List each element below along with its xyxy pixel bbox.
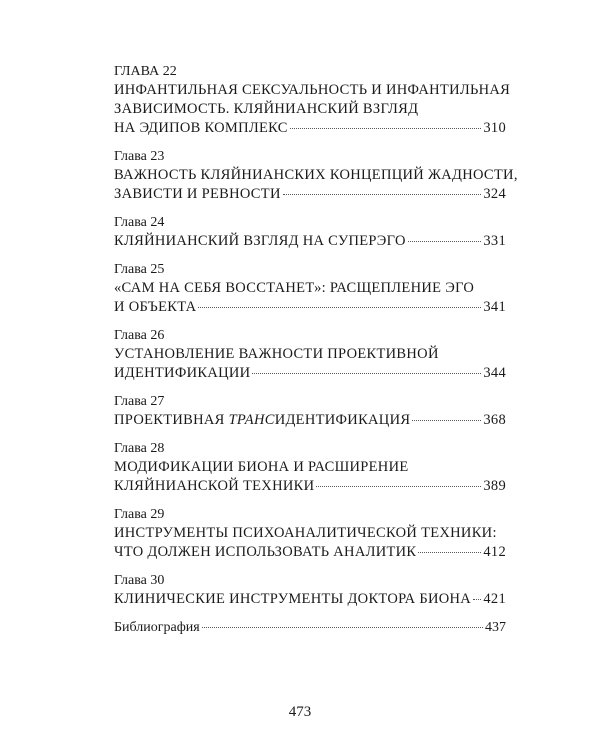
dot-leader [418, 552, 481, 553]
toc-page-number: 310 [483, 120, 506, 136]
toc-title-part: ПРОЕКТИВНАЯ [114, 412, 229, 428]
toc-entry-28 [114, 439, 506, 496]
toc-title-line [114, 232, 506, 251]
toc-page-number: 421 [483, 591, 506, 607]
toc-entry-29 [114, 505, 506, 562]
toc-title-text: ИНФАНТИЛЬНАЯ СЕКСУАЛЬНОСТЬ И ИНФАНТИЛЬНАЯ [114, 82, 511, 98]
dot-leader [252, 373, 481, 374]
dot-leader [290, 128, 482, 129]
toc-title-text: ИДЕНТИФИКАЦИИ [114, 365, 251, 381]
toc-title-italic-part: ТРАНС [228, 412, 275, 428]
toc-entry-26 [114, 326, 506, 383]
chapter-label: Глава 25 [114, 262, 165, 277]
toc-title-line [114, 279, 506, 298]
toc-page-number: 437 [485, 620, 506, 635]
chapter-label: Глава 28 [114, 441, 165, 456]
toc-page-number: 368 [483, 412, 506, 428]
toc-title-line [114, 166, 518, 185]
toc-title-line [114, 185, 506, 204]
toc-title-text: КЛЯЙНИАНСКОЙ ТЕХНИКИ [114, 478, 315, 494]
toc-title-line [114, 345, 506, 364]
toc-entry-30 [114, 571, 506, 609]
toc-page-number: 389 [483, 478, 506, 494]
toc-title-part: ИДЕНТИФИКАЦИЯ [274, 412, 411, 428]
chapter-label: Глава 30 [114, 573, 165, 588]
dot-leader [316, 486, 481, 487]
toc-title-text: И ОБЪЕКТА [114, 299, 197, 315]
table-of-contents [114, 62, 518, 646]
chapter-label: Глава 24 [114, 215, 165, 230]
toc-entry-25 [114, 260, 506, 317]
toc-page-number: 344 [483, 365, 506, 381]
toc-title-text: УСТАНОВЛЕНИЕ ВАЖНОСТИ ПРОЕКТИВНОЙ [114, 346, 439, 362]
toc-title-line [114, 81, 511, 100]
chapter-label: Глава 27 [114, 394, 165, 409]
page-number: 473 [288, 704, 312, 720]
dot-leader [202, 627, 483, 628]
toc-entry-bibliography [114, 618, 506, 637]
toc-title-text: МОДИФИКАЦИИ БИОНА И РАСШИРЕНИЕ [114, 459, 409, 475]
toc-title-line [114, 364, 506, 383]
toc-title-text [114, 411, 410, 430]
toc-title-text: «САМ НА СЕБЯ ВОССТАНЕТ»: РАСЩЕПЛЕНИЕ ЭГО [114, 280, 475, 296]
toc-title-line [114, 458, 506, 477]
toc-title-text: КЛЯЙНИАНСКИЙ ВЗГЛЯД НА СУПЕРЭГО [114, 233, 406, 249]
chapter-label: Глава 26 [114, 328, 165, 343]
toc-title-text: ЧТО ДОЛЖЕН ИСПОЛЬЗОВАТЬ АНАЛИТИК [114, 544, 417, 560]
dot-leader [408, 241, 482, 242]
toc-entry-24 [114, 213, 506, 251]
toc-title-text: НА ЭДИПОВ КОМПЛЕКС [114, 120, 288, 136]
toc-title-line [114, 543, 506, 562]
toc-title-text: ЗАВИСТИ И РЕВНОСТИ [114, 186, 281, 202]
toc-title-line [114, 618, 506, 637]
toc-page-number: 324 [483, 186, 506, 202]
toc-title-line [114, 411, 506, 430]
toc-title-line [114, 100, 506, 119]
toc-title-line [114, 477, 506, 496]
toc-entry-27 [114, 392, 506, 430]
toc-title-line [114, 590, 506, 609]
chapter-label: Глава 29 [114, 507, 165, 522]
toc-entry-22 [114, 62, 511, 138]
toc-entry-23 [114, 147, 518, 204]
chapter-label: ГЛАВА 22 [114, 64, 177, 79]
toc-title-line [114, 524, 506, 543]
dot-leader [412, 420, 481, 421]
toc-title-line [114, 298, 506, 317]
dot-leader [198, 307, 481, 308]
toc-page-number: 331 [483, 233, 506, 249]
chapter-label: Глава 23 [114, 149, 165, 164]
toc-title-text: ЗАВИСИМОСТЬ. КЛЯЙНИАНСКИЙ ВЗГЛЯД [114, 101, 419, 117]
toc-title-text: Библиография [114, 620, 200, 635]
toc-page-number: 412 [483, 544, 506, 560]
toc-title-text: ВАЖНОСТЬ КЛЯЙНИАНСКИХ КОНЦЕПЦИЙ ЖАДНОСТИ, [114, 167, 518, 183]
dot-leader [473, 599, 481, 600]
toc-title-line [114, 119, 506, 138]
toc-page-number: 341 [483, 299, 506, 315]
toc-title-text: ИНСТРУМЕНТЫ ПСИХОАНАЛИТИЧЕСКОЙ ТЕХНИКИ: [114, 525, 497, 541]
dot-leader [283, 194, 482, 195]
toc-title-text: КЛИНИЧЕСКИЕ ИНСТРУМЕНТЫ ДОКТОРА БИОНА [114, 591, 472, 607]
